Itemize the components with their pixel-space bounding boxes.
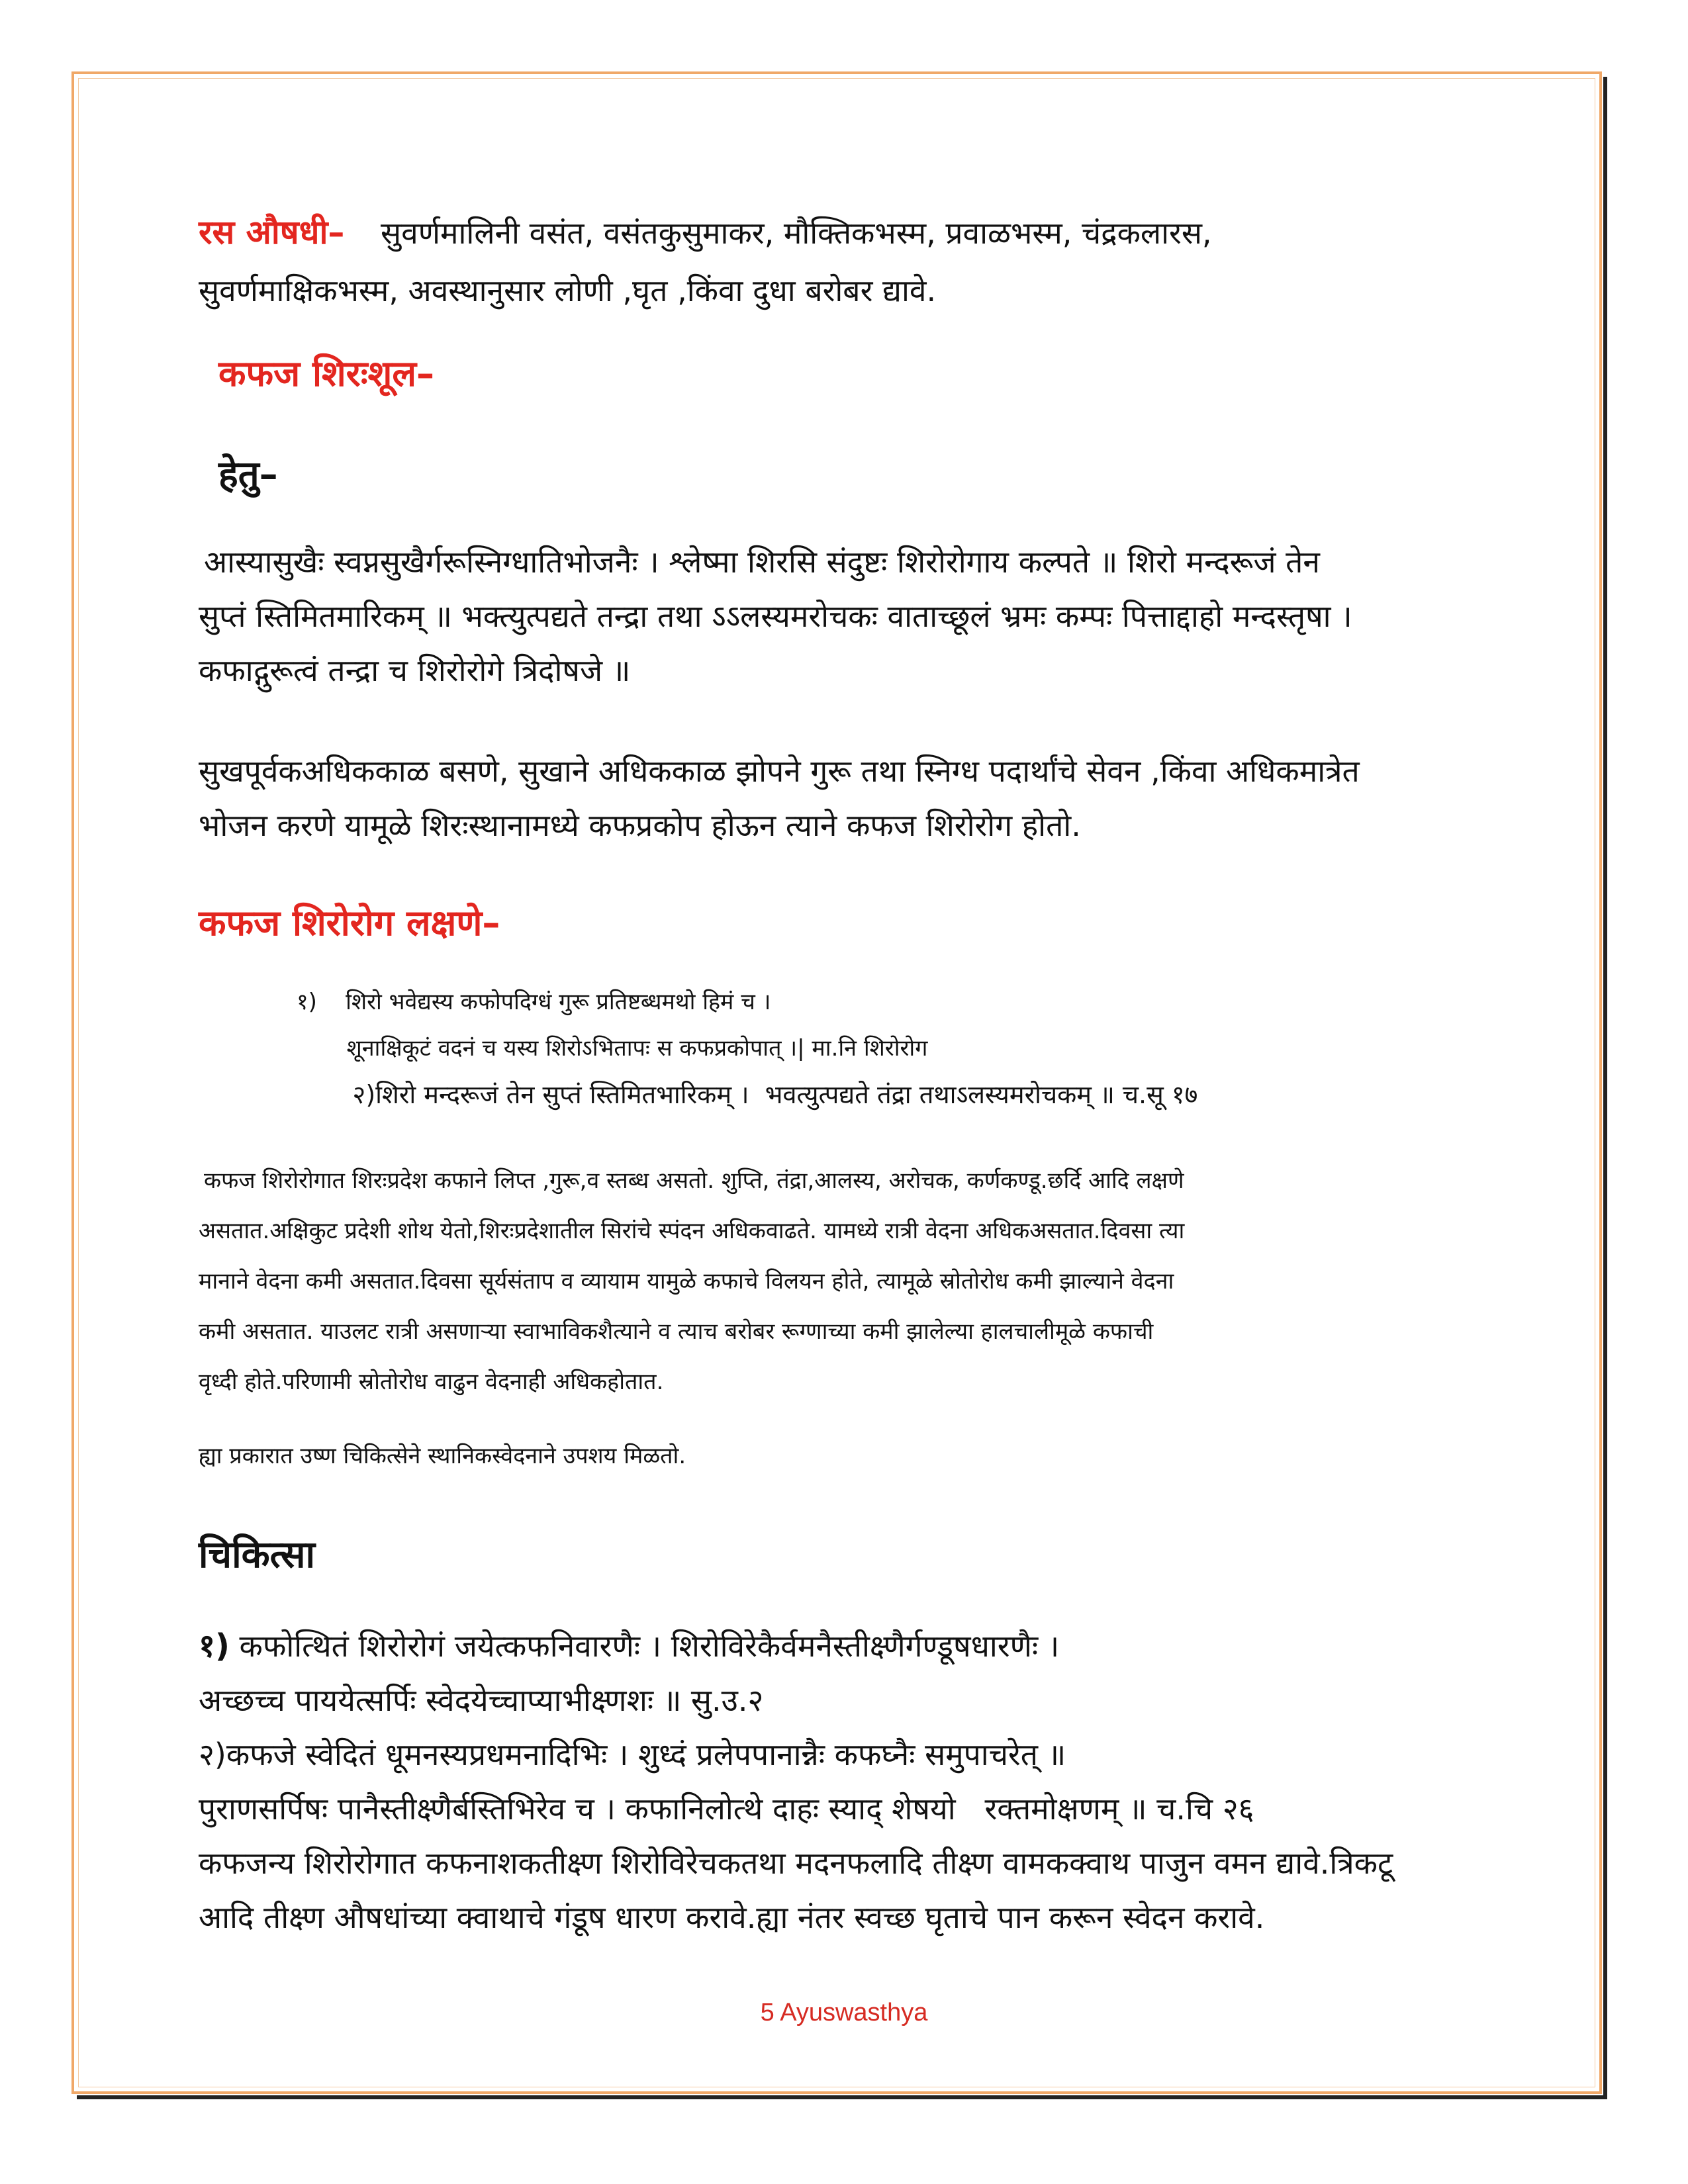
- chikitsa-line: पुराणसर्पिषः पानैस्तीक्ष्णैर्बस्तिभिरेव च । कफानिलोत्थे दाहः स्याद् शेषयो रक्तमोक्षणम् ॥ च.चि २६: [199, 1791, 1254, 1827]
- shloka-line: सुप्तं स्तिमितमारिकम् ॥ भक्त्युत्पद्यते तन्द्रा तथा ऽऽलस्यमरोचकः वाताच्छूलं भ्रमः कम्पः पित्ताद्दाहो मन्दस्तृषा ।: [199, 598, 1352, 634]
- chikitsa-line: कफजन्य शिरोरोगात कफनाशकतीक्ष्ण शिरोविरेचकतथा मदनफलादि तीक्ष्ण वामकक्वाथ पाजुन वमन द्यावे.त्रिकटू: [199, 1845, 1393, 1881]
- lakshane-explanation-line: कफज शिरोरोगात शिरःप्रदेश कफाने लिप्त ,गुरू,व स्तब्ध असतो. शुप्ति, तंद्रा,आलस्य, अरोचक, कर्णकण्डू.छर्दि आदि लक्षणे: [204, 1167, 1184, 1194]
- lakshane-quote-line: २)शिरो मन्दरूजं तेन सुप्तं स्तिमितभारिकम् । भवत्युत्पद्यते तंद्रा तथाऽलस्यमरोचकम् ॥ च.सू १७: [297, 1080, 1198, 1109]
- lakshane-quote-line: १) शिरो भवेद्यस्य कफोपदिग्धं गुरू प्रतिष्टब्धमथो हिमं च ।: [297, 989, 771, 1015]
- lakshane-quote-line: शूनाक्षिकूटं वदनं च यस्य शिरोऽभितापः स कफप्रकोपात् ।| मा.नि शिरोरोग: [297, 1035, 928, 1062]
- chikitsa-heading: चिकित्सा: [199, 1533, 315, 1576]
- rasa-aushadhi-line2: सुवर्णमाक्षिकभस्म, अवस्थानुसार लोणी ,घृत ,किंवा दुधा बरोबर द्यावे.: [199, 273, 937, 308]
- chikitsa-line: [199, 1619, 1059, 1673]
- chikitsa-line: आदि तीक्ष्ण औषधांच्या क्वाथाचे गंडूष धारण करावे.ह्या नंतर स्वच्छ घृताचे पान करून स्वेदन करावे.: [199, 1899, 1265, 1935]
- upashaya-text: ह्या प्रकारात उष्ण चिकित्सेने स्थानिकस्वेदनाने उपशय मिळतो.: [199, 1443, 686, 1469]
- rasa-aushadhi-text: सुवर्णमालिनी वसंत, वसंतकुसुमाकर, मौक्तिकभस्म, प्रवाळभस्म, चंद्रकलारस,: [381, 215, 1212, 251]
- lakshane-explanation-line: मानाने वेदना कमी असतात.दिवसा सूर्यसंताप व व्यायाम यामुळे कफाचे विलयन होते, त्यामूळे स्रोतोरोध कमी झाल्याने वेदना: [199, 1268, 1174, 1295]
- kaphaja-heading: कफज शिरःशूल–: [218, 353, 435, 394]
- hetu-explanation-line: सुखपूर्वकअधिककाळ बसणे, सुखाने अधिककाळ झोपने गुरू तथा स्निग्ध पदार्थांचे सेवन ,किंवा अधिकमात्रेत: [199, 753, 1360, 789]
- chikitsa-line: २)कफजे स्वेदितं धूमनस्यप्रधमनादिभिः । शुध्दं प्रलेपपानान्नैः कफघ्नैः समुपाचरेत् ॥: [199, 1737, 1066, 1772]
- lakshane-explanation-line: कमी असतात. याउलट रात्री असणाऱ्या स्वाभाविकशैत्याने व त्याच बरोबर रूग्णाच्या कमी झालेल्या हालचालीमूळे कफाची: [199, 1318, 1154, 1345]
- shloka-line: आस्यासुखैः स्वप्नसुखैर्गरूस्निग्धातिभोजनैः । श्लेष्मा शिरसि संदुष्टः शिरोरोगाय कल्पते ॥ शिरो मन्दरूजं तेन: [204, 544, 1320, 580]
- lakshane-explanation-line: वृध्दी होते.परिणामी स्रोतोरोध वाढुन वेदनाही अधिकहोतात.: [199, 1369, 664, 1395]
- chikitsa-number: १): [199, 1627, 230, 1664]
- chikitsa-line1-text: कफोत्थितं शिरोरोगं जयेत्कफनिवारणैः । शिरोविरेकैर्वमनैस्तीक्ष्णैर्गण्डूषधारणैः ।: [229, 1628, 1060, 1664]
- rasa-aushadhi-heading: रस औषधी–: [199, 213, 345, 251]
- lakshane-explanation-line: असतात.अक्षिकुट प्रदेशी शोथ येतो,शिरःप्रदेशातील सिरांचे स्पंदन अधिकवाढते. यामध्ये रात्री वेदना अधिकअसतात.दिवसा त्या: [199, 1218, 1185, 1244]
- hetu-heading: हेतु–: [218, 453, 278, 496]
- shloka-line: कफाद्गुरूत्वं तन्द्रा च शिरोरोगे त्रिदोषजे ॥: [199, 653, 631, 688]
- page-footer: 5 Ayuswasthya: [760, 1999, 928, 2026]
- rasa-aushadhi-line: [199, 205, 1212, 260]
- chikitsa-line: अच्छच्च पाययेत्सर्पिः स्वेदयेच्चाप्याभीक्ष्णशः ॥ सु.उ.२: [199, 1682, 764, 1718]
- hetu-explanation-line: भोजन करणे यामूळे शिरःस्थानामध्ये कफप्रकोप होऊन त्याने कफज शिरोरोग होतो.: [199, 807, 1081, 843]
- lakshane-heading: कफज शिरोरोग लक्षणे–: [199, 902, 500, 944]
